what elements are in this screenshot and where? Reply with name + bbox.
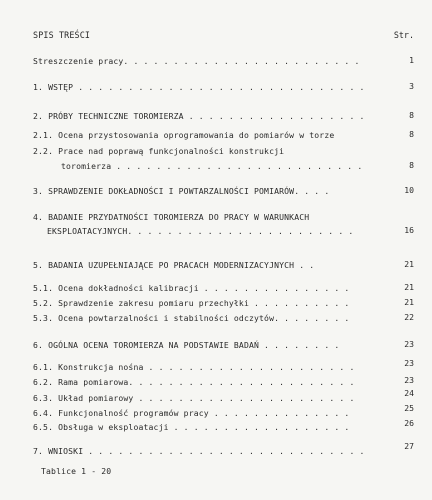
toc-entry: 3. SPRAWDZENIE DOKŁADNOŚCI I POWTARZALNOŚCI POMIARÓW. . . . [33,186,330,196]
toc-entry: 6.2. Rama pomiarowa. . . . . . . . . . . . . . . . . . . . . . . [33,377,355,387]
toc-page-number: 16 [404,225,414,235]
toc-entry: 7. WNIOSKI . . . . . . . . . . . . . . . . . . . . . . . . . . . . [33,446,365,456]
toc-entry: 5. BADANIA UZUPEŁNIAJĄCE PO PRACACH MODERNIZACYJNYCH . . [33,260,315,270]
toc-page-number: 22 [404,312,414,322]
toc-entry: toromierza . . . . . . . . . . . . . . . . . . . . . . . . . [61,161,363,171]
toc-entry: 4. BADANIE PRZYDATNOŚCI TOROMIERZA DO PRACY W WARUNKACH [33,212,310,222]
toc-entry: 6.3. Układ pomiarowy . . . . . . . . . . . . . . . . . . . . . . [33,393,355,403]
toc-page-number: 27 [404,441,414,451]
toc-page-number: 21 [404,282,414,292]
toc-page-number: 8 [409,160,414,170]
toc-page-number: 8 [409,110,414,120]
toc-page-number: 23 [404,375,414,385]
toc-entry: 2. PRÓBY TECHNICZNE TOROMIERZA . . . . . . . . . . . . . . . . . . [33,111,365,121]
toc-page-number: 21 [404,297,414,307]
toc-entry: 2.1. Ocena przystosowania oprogramowania do pomiarów w torze [33,130,335,140]
page-column-heading: Str. [393,30,414,40]
toc-page-number: 8 [409,129,414,139]
toc-page-number: 24 [404,388,414,398]
toc-page-number: 26 [404,418,414,428]
toc-heading: SPIS TREŚCI [33,30,91,40]
toc-page-number: 21 [404,259,414,269]
toc-entry: 1. WSTĘP . . . . . . . . . . . . . . . . . . . . . . . . . . . . . [33,82,365,92]
toc-entry: 6.5. Obsługa w eksploatacji . . . . . . . . . . . . . . . . . . [33,422,350,432]
toc-page-number: 3 [409,81,414,91]
toc-page-number: 23 [404,339,414,349]
toc-entry: 5.2. Sprawdzenie zakresu pomiaru przechyłki . . . . . . . . . . [33,298,350,308]
toc-page-number: 23 [404,358,414,368]
toc-entry: 5.3. Ocena powtarzalności i stabilności odczytów. . . . . . . . [33,313,350,323]
toc-entry: 5.1. Ocena dokładności kalibracji . . . . . . . . . . . . . . . [33,283,350,293]
toc-entry: Streszczenie pracy. . . . . . . . . . . . . . . . . . . . . . . . [33,56,360,66]
toc-page-number: 25 [404,403,414,413]
toc-entry: 2.2. Prace nad poprawą funkcjonalności konstrukcji [33,146,285,156]
toc-entry: 6.1. Konstrukcja nośna . . . . . . . . . . . . . . . . . . . . . [33,362,355,372]
toc-entry: 6.4. Funkcjonalność programów pracy . . . . . . . . . . . . . . [33,408,350,418]
toc-entry: Tablice 1 - 20 [41,466,112,476]
toc-page-number: 1 [409,55,414,65]
toc-entry: 6. OGÓLNA OCENA TOROMIERZA NA PODSTAWIE BADAŃ . . . . . . . . [33,340,340,350]
toc-entry: EKSPLOATACYJNYCH. . . . . . . . . . . . . . . . . . . . . . . [47,226,354,236]
toc-page-number: 10 [404,185,414,195]
